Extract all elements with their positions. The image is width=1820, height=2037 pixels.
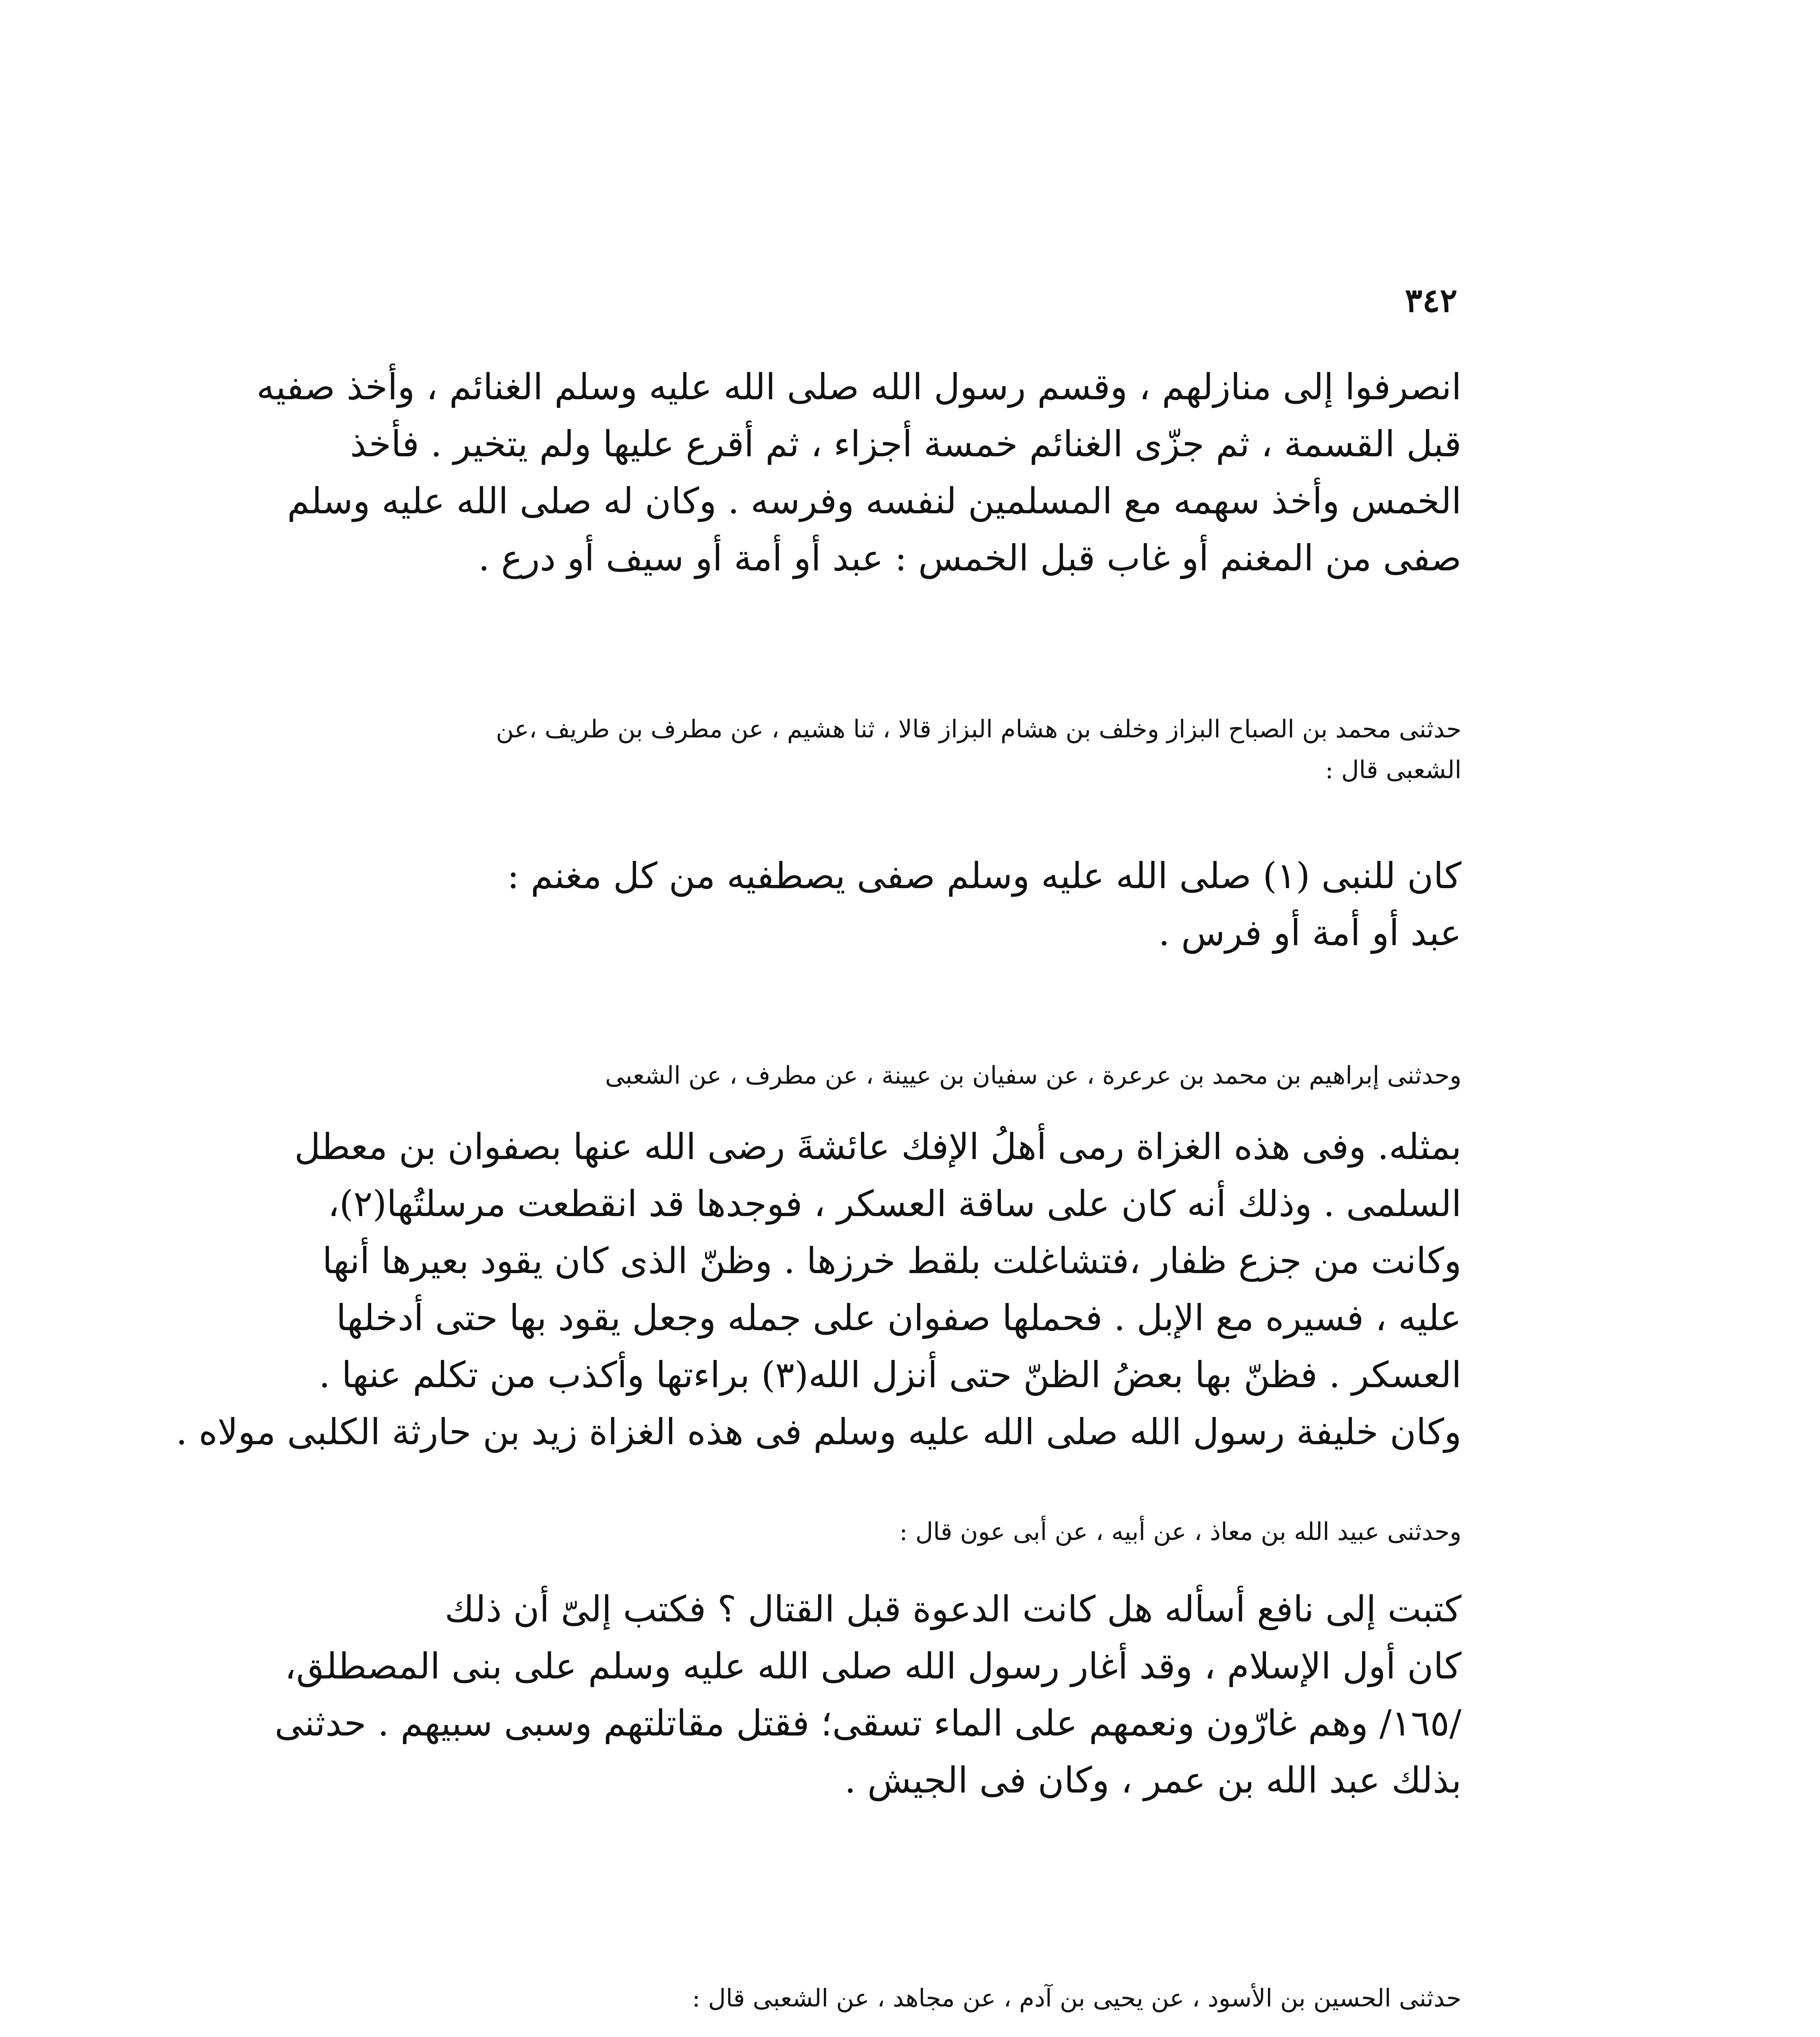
paragraph-1 — [243, 359, 1461, 587]
isnad-line: حدثنى محمد بن الصباح البزاز وخلف بن هشام البزاز قالا ، ثنا هشيم ، عن مطرف بن طريف ،عن — [495, 715, 1461, 744]
isnad-line: الشعبى قال : — [1325, 756, 1461, 784]
isnad-line: وحدثنى إبراهيم بن محمد بن عرعرة ، عن سفيان بن عيينة ، عن مطرف ، عن الشعبى — [605, 1061, 1461, 1090]
text-line: كان للنبى (١) صلى الله عليه وسلم صفى يصطفيه من كل مغنم : — [507, 855, 1461, 897]
text-line: الخمس وأخذ سهمه مع المسلمين لنفسه وفرسه . وكان له صلى الله عليه وسلم — [287, 480, 1461, 522]
text-line: /١٦٥/ وهم غارّون ونعمهم على الماء تسقى؛ فقتل مقاتلتهم وسبى سبيهم . حدثنى — [275, 1702, 1461, 1744]
paragraph-4 — [243, 1581, 1461, 1809]
text-line: العسكر . فظنّ بها بعضُ الظنّ حتى أنزل الله(٣) براءتها وأكذب من تكلم عنها . — [319, 1354, 1461, 1396]
page-number: ٣٤٢ — [1405, 281, 1457, 319]
text-line: كتبت إلى نافع أسأله هل كانت الدعوة قبل القتال ؟ فكتب إلىّ أن ذلك — [445, 1588, 1461, 1630]
text-line: وكان خليفة رسول الله صلى الله عليه وسلم فى هذه الغزاة زيد بن حارثة الكلبى مولاه . — [176, 1411, 1461, 1453]
text-line: بذلك عبد الله بن عمر ، وكان فى الجيش . — [844, 1759, 1461, 1801]
text-line: انصرفوا إلى منازلهم ، وقسم رسول الله صلى الله عليه وسلم الغنائم ، وأخذ صفيه — [256, 366, 1461, 408]
text-line: صفى من المغنم أو غاب قبل الخمس : عبد أو أمة أو سيف أو درع . — [478, 537, 1461, 579]
text-line: قبل القسمة ، ثم جزّى الغنائم خمسة أجزاء ، ثم أقرع عليها ولم يتخير . فأخذ — [350, 423, 1461, 465]
paragraph-2 — [243, 847, 1461, 961]
text-line: عليه ، فسيره مع الإبل . فحملها صفوان على جمله وجعل يقود بها حتى أدخلها — [336, 1297, 1461, 1339]
text-line: وكانت من جزع ظفار ،فتشاغلت بلقط خرزها . وظنّ الذى كان يقود بعيرها أنها — [322, 1240, 1461, 1282]
text-line: السلمى . وذلك أنه كان على ساقة العسكر ، فوجدها قد انقطعت مرسلتُها(٢)، — [328, 1183, 1461, 1225]
isnad-4 — [243, 1978, 1461, 2019]
text-line: عبد أو أمة أو فرس . — [1158, 912, 1461, 954]
text-line: بمثله. وفى هذه الغزاة رمى أهلُ الإفك عائشةَ رضى الله عنها بصفوان بن معطل — [294, 1126, 1461, 1168]
isnad-3 — [243, 1511, 1461, 1552]
isnad-1 — [243, 709, 1461, 790]
paragraph-3 — [176, 1118, 1461, 1461]
isnad-line: حدثنى الحسين بن الأسود ، عن يحيى بن آدم ، عن مجاهد ، عن الشعبى قال : — [692, 1984, 1461, 2013]
isnad-line: وحدثنى عبيد الله بن معاذ ، عن أبيه ، عن أبى عون قال : — [899, 1518, 1461, 1546]
text-line: كان أول الإسلام ، وقد أغار رسول الله صلى الله عليه وسلم على بنى المصطلق، — [284, 1645, 1461, 1687]
isnad-2 — [243, 1055, 1461, 1096]
